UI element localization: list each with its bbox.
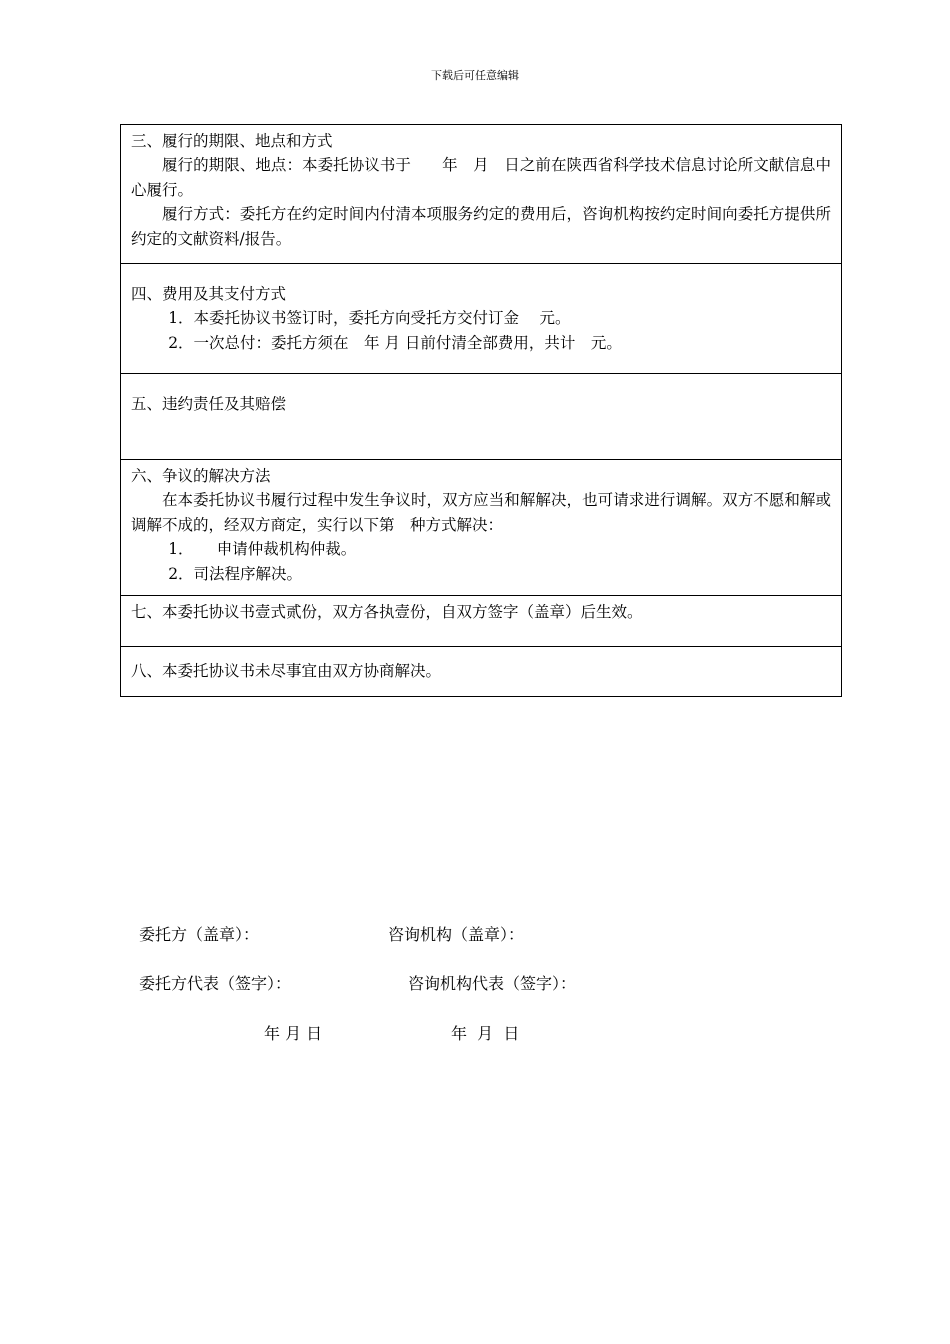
- section-four: [121, 263, 841, 373]
- client-representative-label: 委托方代表（签字）：: [139, 974, 292, 993]
- agency-representative-label: 咨询机构代表（签字）：: [408, 974, 577, 993]
- agency-date: 年 月 日: [451, 1024, 520, 1043]
- agency-seal-label: 咨询机构（盖章）：: [388, 925, 525, 944]
- section-six-heading: 六、争议的解决方法: [131, 467, 271, 485]
- section-three-term-place: 履行的期限、地点：本委托协议书于 年 月 日之前在陕西省科学技术信息讨论所文献信息中心履行。: [131, 156, 831, 199]
- section-five-heading: 五、违约责任及其赔偿: [131, 395, 287, 413]
- section-three-method: 履行方式：委托方在约定时间内付清本项服务约定的费用后，咨询机构按约定时间向委托方提供所约定的文献资料/报告。: [131, 205, 831, 248]
- page-header-note: 下载后可任意编辑: [431, 69, 519, 82]
- client-seal-label: 委托方（盖章）：: [139, 925, 260, 944]
- section-five: [121, 373, 841, 459]
- section-three-heading: 三、履行的期限、地点和方式: [131, 132, 333, 150]
- contract-table: [120, 124, 842, 697]
- section-six: [121, 459, 841, 595]
- section-four-item-1: 1．本委托协议书签订时，委托方向受托方交付订金 元。: [168, 309, 571, 327]
- section-three: [121, 125, 841, 263]
- section-six-paragraph: 在本委托协议书履行过程中发生争议时，双方应当和解解决，也可请求进行调解。双方不愿和解或调解不成的，经双方商定，实行以下第 种方式解决：: [131, 491, 831, 534]
- section-four-item-2: 2．一次总付：委托方须在 年 月 日前付清全部费用，共计 元。: [168, 333, 622, 352]
- section-six-item-1: 1． 申请仲裁机构仲裁。: [168, 540, 357, 558]
- section-eight: [121, 646, 841, 696]
- section-seven: [121, 595, 841, 646]
- section-six-item-2: 2．司法程序解决。: [168, 564, 303, 583]
- section-seven-heading: 七、本委托协议书壹式贰份，双方各执壹份，自双方签字（盖章）后生效。: [131, 603, 643, 621]
- section-eight-heading: 八、本委托协议书未尽事宜由双方协商解决。: [131, 662, 442, 680]
- client-date: 年 月 日: [264, 1024, 323, 1043]
- section-four-heading: 四、费用及其支付方式: [131, 285, 287, 303]
